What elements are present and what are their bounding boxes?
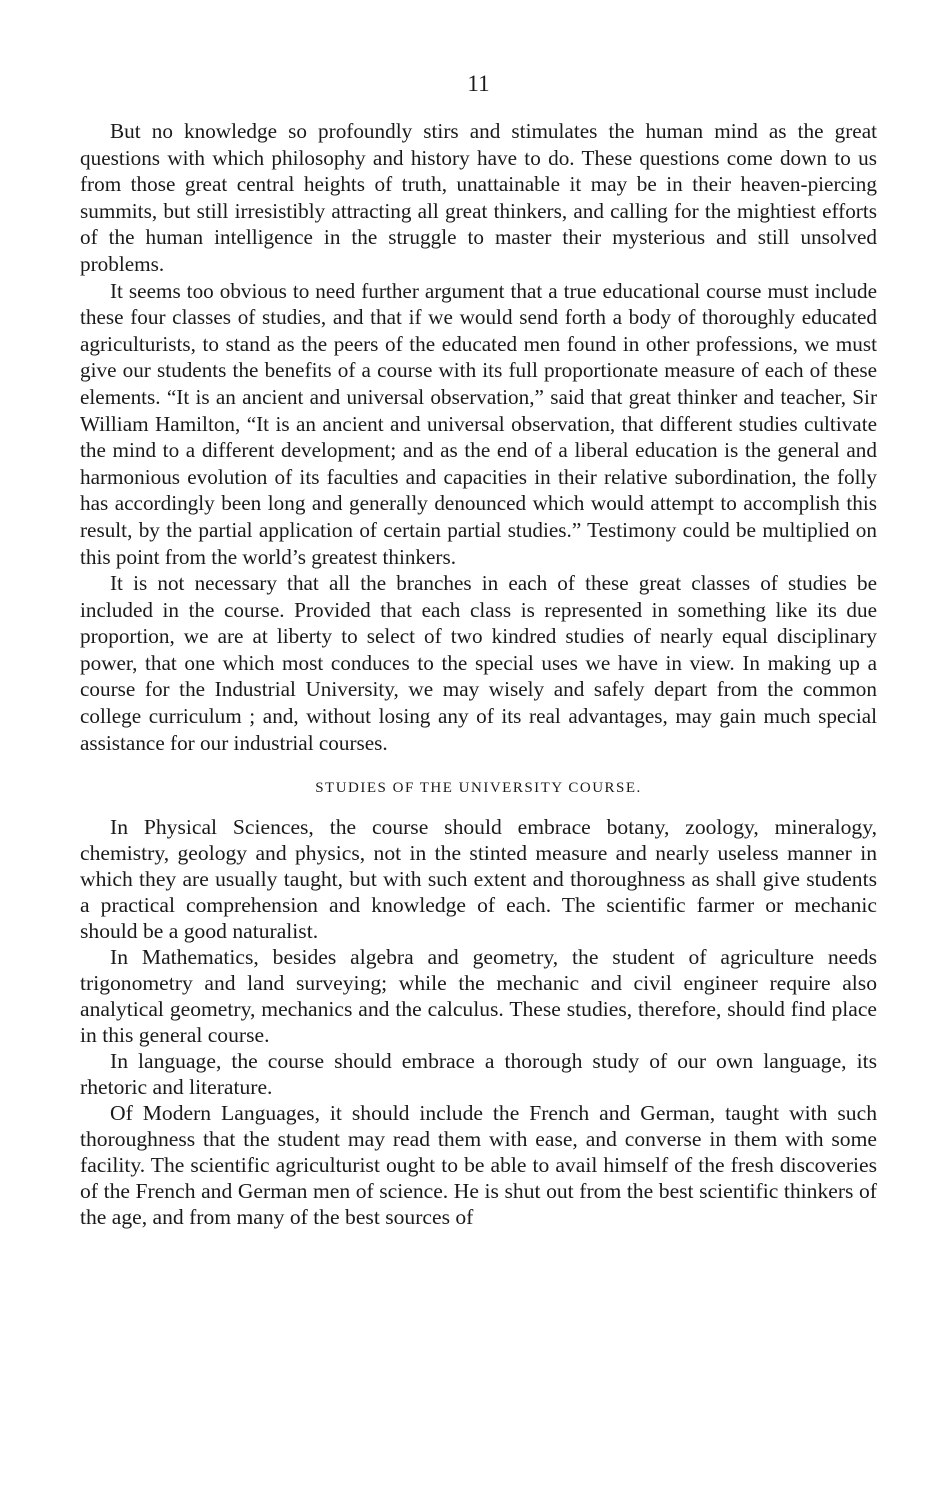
page-number: 11: [467, 71, 490, 96]
paragraph-physical-sciences: In Physical Sciences, the course should embrace botany, zoology, mineralogy, chemistry, geology and physics, not in the stinted measure and nearly useless manner in which they are usually taught, but with such extent and thoroughness as shall give students a practical comprehension and knowledge of each. The scientific farmer or mechanic should be a good naturalist.: [80, 815, 877, 944]
paragraph-mathematics: In Mathematics, besides algebra and geometry, the student of agriculture needs trigonometry and land surveying; while the mechanic and civil engineer require also analytical geometry, mechanics and the calculus. These studies, therefore, should find place in this general course.: [80, 945, 877, 1048]
document-page: [80, 0, 877, 1500]
paragraph-language: In language, the course should embrace a thorough study of our own language, its rhetoric and literature.: [80, 1049, 877, 1100]
paragraph-modern-languages: Of Modern Languages, it should include the French and German, taught with such thoroughness that the student may read them with ease, and converse in them with some facility. The scientific agriculturist ought to be able to avail himself of the fresh discoveries of the French and German men of science. He is shut out from the best scientific thinkers of the age, and from many of the best sources of: [80, 1101, 877, 1230]
body-text: [80, 118, 877, 1230]
section-heading: STUDIES OF THE UNIVERSITY COURSE.: [315, 780, 642, 797]
paragraph-branches: It is not necessary that all the branches in each of these great classes of studies be included in the course. Provided that each class is represented in something like its due proportion, we are at liberty to select of two kindred studies of nearly equal disciplinary power, that one which most conduces to the special uses we have in view. In making up a course for the Industrial University, we may wisely and safely depart from the common college curriculum ; and, without losing any of its real advantages, may gain much special assistance for our industrial courses.: [80, 571, 877, 755]
paragraph-four-classes: It seems too obvious to need further argument that a true educational course must include these four classes of studies, and that if we would send forth a body of thoroughly educated agriculturists, to stand as the peers of the educated men found in other professions, we must give our students the benefits of a course with its full proportionate measure of each of these elements. “It is an ancient and universal observation,” said that great thinker and teacher, Sir William Hamilton, “It is an ancient and universal observation, that different studies cultivate the mind to a different development; and as the end of a liberal education is the general and harmonious evolution of its faculties and capacities in their relative subordination, the folly has accordingly been long and generally denounced which would attempt to accomplish this result, by the partial application of certain partial studies.” Testimony could be multiplied on this point from the world’s greatest thinkers.: [80, 278, 877, 569]
paragraph-philosophy-history: But no knowledge so profoundly stirs and stimulates the human mind as the great questions with which philosophy and history have to do. These questions come down to us from those great central heights of truth, unattainable it may be in their heaven-piercing summits, but still irresistibly attracting all great thinkers, and calling for the mightiest efforts of the human intelligence in the struggle to master their mysterious and still unsolved problems.: [80, 119, 877, 276]
